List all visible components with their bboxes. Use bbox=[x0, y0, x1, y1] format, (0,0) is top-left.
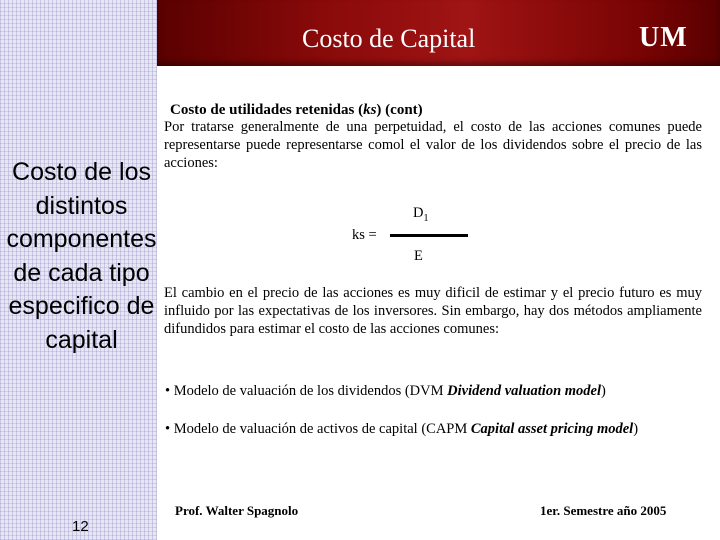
formula-numerator bbox=[413, 205, 428, 224]
footer-author: Prof. Walter Spagnolo bbox=[175, 503, 299, 518]
subtitle-italic: ks bbox=[363, 102, 377, 118]
subtitle-prefix: Costo de utilidades retenidas ( bbox=[170, 102, 364, 118]
bullet-item-capm bbox=[165, 421, 638, 438]
bullet-italic: Dividend valuation model bbox=[447, 383, 602, 399]
section-heading bbox=[0, 156, 163, 357]
section-heading-line: componentes bbox=[6, 225, 157, 253]
bullet-suffix: ) bbox=[633, 421, 639, 437]
subtitle-suffix: ) (cont) bbox=[376, 102, 423, 118]
bullet-prefix: • Modelo de valuación de los dividendos (DVM bbox=[165, 383, 448, 399]
section-heading-line: Costo de los bbox=[12, 158, 151, 186]
slide-subtitle bbox=[170, 102, 423, 119]
bullet-prefix: • Modelo de valuación de activos de capital (CAPM bbox=[165, 421, 471, 437]
bullet-suffix: ) bbox=[601, 383, 606, 399]
slide-title: Costo de Capital bbox=[302, 24, 476, 53]
logo-text: UM bbox=[639, 22, 688, 53]
section-heading-line: de cada tipo bbox=[13, 258, 150, 287]
bullet-italic: Capital asset pricing model bbox=[470, 421, 634, 437]
section-heading-line: distintos bbox=[35, 191, 128, 220]
formula-numerator-letter: D bbox=[413, 205, 424, 221]
formula-label: ks = bbox=[352, 227, 377, 243]
header-banner bbox=[157, 0, 720, 66]
footer-date: 1er. Semestre año 2005 bbox=[540, 503, 667, 518]
formula-numerator-subscript: 1 bbox=[423, 212, 429, 224]
page-number: 12 bbox=[72, 518, 89, 535]
paragraph-intro: Por tratarse generalmente de una perpetuidad, el costo de las acciones comunes puede representarse puede representarse comol el valor de los dividendos sobre el precio de las acciones: bbox=[164, 119, 702, 171]
section-heading-line: especifico de bbox=[8, 292, 155, 320]
formula-fraction-bar bbox=[390, 234, 468, 237]
formula-denominator: E bbox=[414, 248, 423, 264]
paragraph-methods: El cambio en el precio de las acciones es muy dificil de estimar y el precio futuro es muy influido por las expectativas de los inversores. Sin embargo, hay dos métodos ampliamente difundidos para estimar el costo de las acciones comunes: bbox=[164, 285, 702, 337]
bullet-item-dvm bbox=[165, 383, 606, 400]
section-heading-line: capital bbox=[45, 325, 118, 354]
